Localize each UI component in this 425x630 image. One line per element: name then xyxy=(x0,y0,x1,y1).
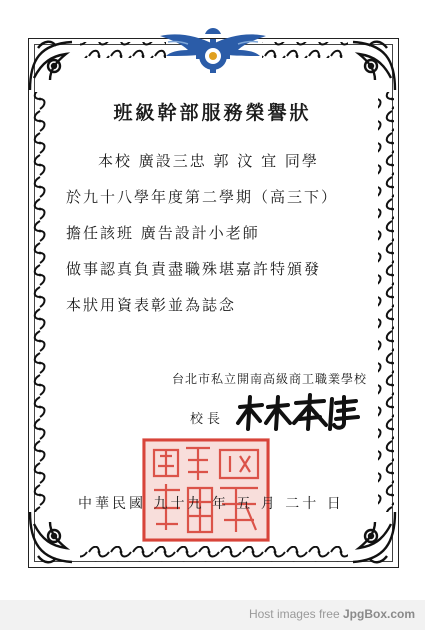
corner-bottom-right xyxy=(353,512,395,562)
watermark-brand: JpgBox.com xyxy=(342,607,415,621)
principal-label: 校長 xyxy=(190,412,225,427)
body-line-5: 本狀用資表彰並為誌念 xyxy=(66,296,237,314)
official-seal-stamp xyxy=(140,436,272,544)
corner-top-right xyxy=(353,42,395,90)
body-line-1: 本校 廣設三忠 郭 汶 宜 同學 xyxy=(98,152,319,170)
school-emblem-icon xyxy=(158,22,268,78)
host-watermark[interactable] xyxy=(249,607,415,621)
certificate-title: 班級幹部服務榮譽狀 xyxy=(113,102,312,124)
corner-top-left xyxy=(30,42,72,90)
corner-bottom-left xyxy=(30,512,72,562)
principal-signature xyxy=(232,393,362,433)
body-line-3: 擔任該班 廣告設計小老師 xyxy=(66,224,260,242)
school-name: 台北市私立開南高級商工職業學校 xyxy=(172,372,368,386)
watermark-prefix: Host images free xyxy=(248,607,340,621)
issue-date: 中華民國 九十九 年 五 月 二十 日 xyxy=(78,496,344,512)
body-line-4: 做事認真負責盡職殊堪嘉許特頒發 xyxy=(66,260,322,278)
body-line-2: 於九十八學年度第二學期（高三下） xyxy=(66,188,339,206)
